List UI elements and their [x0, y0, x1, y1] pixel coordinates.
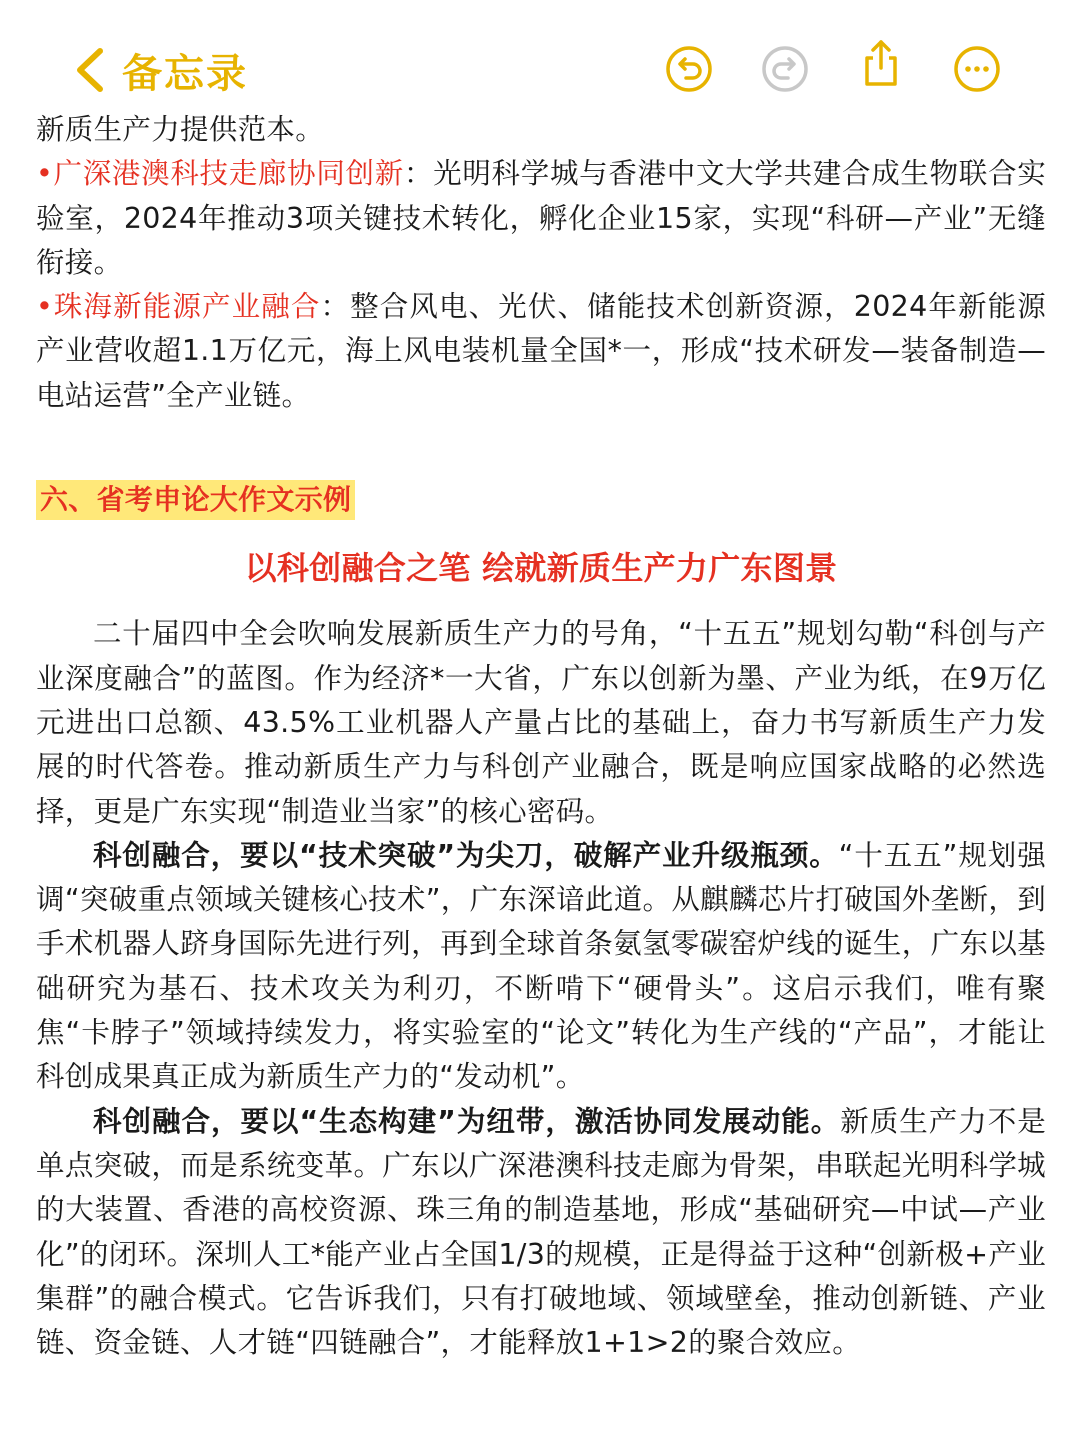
bullet-item	[36, 152, 1046, 285]
undo-button[interactable]	[664, 44, 714, 94]
bullet-label: •广深港澳科技走廊协同创新	[36, 157, 404, 191]
share-button[interactable]	[856, 38, 906, 88]
essay-title: 以科创融合之笔 绘就新质生产力广东图景	[244, 549, 838, 588]
redo-button[interactable]	[760, 44, 810, 94]
undo-icon	[664, 44, 714, 94]
bullet-label: •珠海新能源产业融合	[36, 290, 321, 324]
back-label: 备忘录	[122, 50, 248, 97]
share-icon	[856, 38, 906, 88]
redo-icon	[760, 44, 810, 94]
text-line: 新质生产力提供范本。	[36, 113, 325, 146]
section-heading-row	[36, 478, 1046, 522]
more-icon	[952, 44, 1002, 94]
essay-paragraph	[36, 834, 1046, 1100]
bullet-item	[36, 285, 1046, 418]
essay-paragraph: 二十届四中全会吹响发展新质生产力的号角，“十五五”规划勾勒“科创与产业深度融合”的蓝图。作为经济*一大省，广东以创新为墨、产业为纸，在9万亿元进出口总额、43.5%工业机器人产量占比的基础上，奋力书写新质生产力发展的时代答卷。推动新质生产力与科创产业融合，既是响应国家战略的必然选择，更是广东实现“制造业当家”的核心密码。	[36, 617, 1046, 828]
note-paragraph	[36, 108, 1046, 152]
note-body[interactable]	[36, 108, 1046, 1365]
paragraph-topic-sentence: 科创融合，要以“技术突破”为尖刀，破解产业升级瓶颈。	[93, 838, 839, 872]
back-button[interactable]	[72, 40, 248, 100]
navigation-bar	[0, 0, 1080, 115]
spacer	[36, 418, 1046, 478]
more-button[interactable]	[952, 44, 1002, 94]
paragraph-body: “十五五”规划强调“突破重点领域关键核心技术”，广东深谙此道。从麒麟芯片打破国外垄断，到手术机器人跻身国际先进行列，再到全球首条氨氢零碳窑炉线的诞生，广东以基础研究为基石、技术攻关为利刃，不断啃下“硬骨头”。这启示我们，唯有聚焦“卡脖子”领域持续发力，将实验室的“论文”转化为生产线的“产品”，才能让科创成果真正成为新质生产力的“发动机”。	[36, 838, 1046, 1094]
paragraph-body: 新质生产力不是单点突破，而是系统变革。广东以广深港澳科技走廊为骨架，串联起光明科学城的大装置、香港的高校资源、珠三角的制造基地，形成“基础研究—中试—产业化”的闭环。深圳人工*能产业占全国1/3的规模，正是得益于这种“创新极+产业集群”的融合模式。它告诉我们，只有打破地域、领域壁垒，推动创新链、产业链、资金链、人才链“四链融合”，才能释放1+1>2的聚合效应。	[36, 1104, 1046, 1360]
section-heading: 六、省考申论大作文示例	[36, 480, 355, 520]
bullet-text: ：整合风电、光伏、储能技术创新资源，2024年新能源产业营收超1.1万亿元，海上风电装机量全国*一，形成“技术研发—装备制造—电站运营”全产业链。	[36, 290, 1046, 412]
paragraph-topic-sentence: 科创融合，要以“生态构建”为纽带，激活协同发展动能。	[93, 1104, 841, 1138]
chevron-left-icon	[72, 47, 108, 93]
essay-paragraph	[36, 1100, 1046, 1366]
bullet-text: ：光明科学城与香港中文大学共建合成生物联合实验室，2024年推动3项关键技术转化，孵化企业15家，实现“科研—产业”无缝衔接。	[36, 157, 1046, 279]
